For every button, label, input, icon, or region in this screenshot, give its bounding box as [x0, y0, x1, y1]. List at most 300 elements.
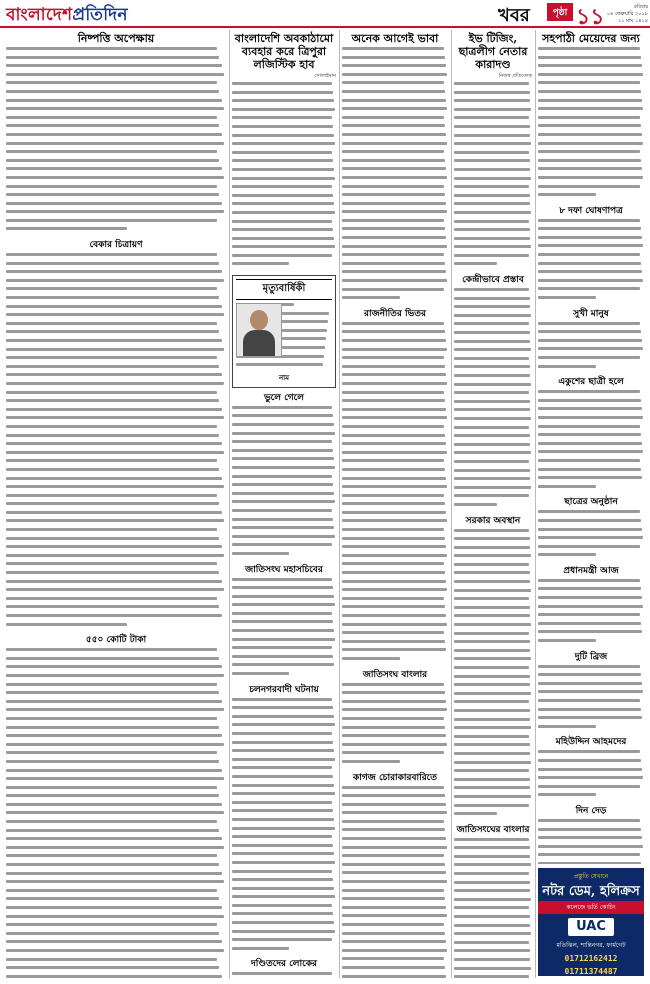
text-line — [6, 313, 226, 320]
article-headline[interactable]: জাতিসংঘ মহাসচিবের — [245, 564, 323, 575]
text-line — [232, 535, 336, 542]
brand-right: প্রতিদিন — [72, 5, 128, 25]
text-line — [6, 399, 226, 406]
text-line — [232, 921, 336, 928]
text-line — [342, 502, 448, 509]
text-line — [232, 638, 336, 645]
text-line — [6, 451, 226, 458]
text-line — [232, 818, 336, 825]
text-line — [454, 632, 532, 639]
text-line — [454, 460, 532, 467]
text-line — [232, 254, 336, 261]
text-line — [538, 613, 644, 620]
article-headline[interactable]: প্রধানমন্ত্রী আজ — [563, 565, 619, 576]
text-line — [538, 699, 644, 706]
article-headline[interactable]: ইভ টিজিং, ছাত্রলীগ নেতার কারাদণ্ড — [458, 32, 528, 71]
text-line — [454, 795, 532, 802]
text-line — [538, 750, 644, 757]
text-line — [6, 356, 226, 363]
text-line — [454, 718, 532, 725]
text-line — [342, 356, 448, 363]
text-line — [6, 545, 226, 552]
text-line — [342, 399, 448, 406]
text-line — [6, 794, 226, 801]
text-line — [6, 648, 226, 655]
article[interactable] — [342, 32, 448, 303]
text-line — [6, 73, 226, 80]
article-headline[interactable]: নিষ্পত্তি অপেক্ষায় — [77, 32, 155, 45]
text-line — [6, 528, 226, 535]
text-line — [342, 717, 448, 724]
text-line — [232, 185, 336, 192]
text-line — [6, 897, 226, 904]
text-line — [232, 620, 336, 627]
text-line — [538, 116, 644, 123]
article[interactable] — [538, 377, 644, 491]
text-line — [232, 449, 336, 456]
text-line — [6, 829, 226, 836]
text-line — [454, 846, 532, 853]
text-line — [454, 675, 532, 682]
text-line — [454, 168, 532, 175]
text-line — [538, 287, 644, 294]
article[interactable] — [232, 565, 336, 679]
column-rule — [451, 30, 452, 978]
text-line — [342, 562, 448, 569]
text-line — [232, 177, 336, 184]
article[interactable] — [232, 685, 336, 954]
obituary-heading: মৃত্যুবার্ষিকী — [236, 279, 332, 300]
text-line — [232, 518, 336, 525]
article[interactable] — [538, 497, 644, 560]
column-1 — [6, 30, 226, 978]
text-line — [538, 73, 644, 80]
article[interactable] — [454, 825, 532, 978]
article[interactable] — [538, 566, 644, 646]
article-headline[interactable]: বেকার চিত্রায়ণ — [89, 240, 143, 251]
article-headline[interactable]: কাগজ চোরাকারবারিতে — [352, 772, 438, 783]
column-rule — [339, 30, 340, 978]
text-line — [6, 811, 226, 818]
text-line — [6, 219, 226, 226]
text-line — [454, 288, 532, 295]
text-line — [232, 947, 336, 954]
text-line — [538, 236, 644, 243]
article[interactable] — [232, 959, 336, 978]
article[interactable] — [342, 773, 448, 979]
text-line — [538, 81, 644, 88]
text-line — [342, 683, 448, 690]
text-line — [342, 322, 448, 329]
text-line — [232, 220, 336, 227]
text-line — [6, 416, 226, 423]
text-line — [6, 193, 226, 200]
text-line — [342, 751, 448, 758]
article-headline[interactable]: রাজনীতির ভিতর — [364, 308, 426, 319]
text-line — [6, 47, 226, 54]
text-line — [342, 477, 448, 484]
text-line — [538, 476, 644, 483]
text-line — [454, 692, 532, 699]
text-line — [6, 571, 226, 578]
text-line — [454, 331, 532, 338]
text-line — [454, 537, 532, 544]
text-line — [342, 794, 448, 801]
text-line — [342, 468, 448, 475]
text-line — [232, 116, 336, 123]
text-line — [342, 391, 448, 398]
article[interactable] — [232, 393, 336, 559]
text-line — [342, 846, 448, 853]
text-line — [232, 134, 336, 141]
article-headline[interactable]: বাংলাদেশি অবকাঠামো ব্যবহার করে ত্রিপুরা লজিস্টিক হাব — [234, 32, 334, 71]
article-headline[interactable]: কেন্দ্রীভাবে প্রস্তাব — [462, 275, 524, 286]
text-line — [232, 775, 336, 782]
article-headline[interactable]: একুশের ছাত্রী হলে — [558, 377, 624, 388]
article[interactable] — [538, 32, 644, 200]
text-line — [6, 348, 226, 355]
text-line — [454, 262, 532, 269]
text-line — [232, 930, 336, 937]
text-line — [6, 279, 226, 286]
text-line — [6, 176, 226, 183]
text-line — [538, 536, 644, 543]
text-line — [454, 924, 532, 931]
text-line — [342, 408, 448, 415]
text-line — [6, 580, 226, 587]
text-line — [6, 64, 226, 71]
article-headline[interactable]: ৮ দফা ঘোষণাপত্র — [559, 205, 623, 216]
ad-phone: 01711374487 — [564, 967, 618, 976]
text-line — [538, 690, 644, 697]
text-line — [232, 492, 336, 499]
text-line — [454, 391, 532, 398]
text-line — [342, 262, 448, 269]
text-line — [232, 844, 336, 851]
text-line — [6, 880, 226, 887]
text-line — [6, 185, 226, 192]
advertisement[interactable] — [538, 868, 644, 976]
text-line — [232, 82, 336, 89]
text-line — [342, 743, 448, 750]
text-line — [342, 528, 448, 535]
text-line — [232, 475, 336, 482]
text-line — [454, 426, 532, 433]
text-line — [6, 562, 226, 569]
text-line — [232, 698, 336, 705]
text-line — [538, 416, 644, 423]
text-line — [342, 330, 448, 337]
text-line — [6, 657, 226, 664]
text-line — [6, 777, 226, 784]
text-line — [232, 509, 336, 516]
article-headline[interactable]: জাতিসংঘ বাংলার — [362, 669, 428, 680]
text-line — [342, 279, 448, 286]
text-line — [6, 554, 226, 561]
text-line — [342, 760, 448, 767]
text-line — [538, 665, 644, 672]
text-line — [342, 545, 448, 552]
article[interactable] — [454, 275, 532, 509]
text-line — [342, 124, 448, 131]
text-line — [538, 759, 644, 766]
text-line — [6, 846, 226, 853]
text-line — [454, 683, 532, 690]
text-line — [454, 297, 532, 304]
text-line — [6, 889, 226, 896]
text-line — [6, 373, 226, 380]
text-line — [454, 580, 532, 587]
text-line — [6, 734, 226, 741]
text-line — [454, 357, 532, 364]
text-line — [342, 803, 448, 810]
text-line — [6, 142, 226, 149]
text-line — [342, 657, 448, 664]
article[interactable] — [454, 32, 532, 269]
dateline-bangla-date: ২১ মাঘ ১৪২৪ — [618, 18, 648, 24]
text-line — [454, 563, 532, 570]
article-headline[interactable]: সরকার অবস্থান — [465, 515, 521, 526]
text-line — [342, 99, 448, 106]
text-line — [342, 940, 448, 947]
text-line — [538, 150, 644, 157]
text-line — [342, 434, 448, 441]
text-line — [454, 958, 532, 965]
text-line — [454, 778, 532, 785]
ad-subtitle: কলেজে ভর্তি কোচিং — [538, 901, 644, 914]
obituary-box — [232, 275, 336, 388]
article-headline[interactable]: অনেক আগেই ভাবা — [351, 32, 439, 45]
text-line — [232, 432, 336, 439]
text-line — [454, 365, 532, 372]
text-line — [232, 202, 336, 209]
ad-phone: 01712162412 — [564, 954, 618, 963]
article-headline[interactable]: দণ্ডিতদের লোকের — [251, 959, 317, 970]
text-line — [342, 176, 448, 183]
text-line — [342, 966, 448, 973]
text-line — [454, 640, 532, 647]
text-line — [342, 185, 448, 192]
text-line — [232, 827, 336, 834]
text-line — [342, 631, 448, 638]
text-line — [342, 554, 448, 561]
text-line — [454, 99, 532, 106]
ad-title: নটর ডেম, হলিক্রস — [542, 884, 640, 899]
dateline — [590, 4, 648, 25]
text-line — [538, 776, 644, 783]
text-line — [538, 622, 644, 629]
text-line — [342, 897, 448, 904]
text-line — [6, 425, 226, 432]
article-headline[interactable]: ৫৫০ কোটি টাকা — [85, 635, 147, 646]
text-line — [232, 414, 336, 421]
text-line — [342, 871, 448, 878]
text-line — [342, 828, 448, 835]
text-line — [342, 245, 448, 252]
text-line — [232, 646, 336, 653]
newspaper-brand[interactable] — [6, 2, 128, 30]
text-line — [342, 296, 448, 303]
text-line — [454, 623, 532, 630]
text-line — [232, 870, 336, 877]
text-line — [538, 244, 644, 251]
text-line — [538, 639, 644, 646]
text-line — [232, 723, 336, 730]
article[interactable] — [342, 670, 448, 767]
ad-logo: UAC — [568, 918, 614, 936]
text-line — [342, 957, 448, 964]
text-line — [6, 202, 226, 209]
text-line — [342, 193, 448, 200]
text-line — [342, 90, 448, 97]
article-headline[interactable]: ছাত্রের অনুষ্ঠান — [564, 497, 618, 508]
text-line — [6, 665, 226, 672]
article[interactable] — [538, 652, 644, 732]
text-line — [232, 835, 336, 842]
text-line — [232, 792, 336, 799]
text-line — [454, 108, 532, 115]
text-line — [538, 56, 644, 63]
text-line — [6, 932, 226, 939]
text-line — [342, 597, 448, 604]
article[interactable] — [454, 516, 532, 819]
text-line — [538, 176, 644, 183]
text-line — [6, 949, 226, 956]
text-line — [454, 408, 532, 415]
text-line — [538, 682, 644, 689]
text-line — [342, 889, 448, 896]
text-line — [6, 923, 226, 930]
text-line — [6, 494, 226, 501]
article[interactable] — [6, 32, 226, 234]
text-line — [454, 254, 532, 261]
article-headline[interactable]: মহিউদ্দিন আহমদের — [555, 737, 627, 748]
article[interactable] — [538, 806, 644, 864]
text-line — [538, 107, 644, 114]
text-line — [538, 793, 644, 800]
text-line — [454, 503, 532, 510]
text-line — [454, 804, 532, 811]
text-line — [454, 82, 532, 89]
text-line — [232, 211, 336, 218]
text-line — [6, 167, 226, 174]
text-line — [454, 906, 532, 913]
article-headline[interactable]: দিন দেড় — [575, 805, 607, 816]
text-line — [342, 107, 448, 114]
article-headline[interactable]: ভুলে গেলে — [263, 392, 305, 403]
text-line — [232, 500, 336, 507]
text-line — [538, 407, 644, 414]
text-line — [454, 571, 532, 578]
article-headline[interactable]: সহপাঠী মেয়েদের জন্য — [542, 32, 640, 45]
text-line — [454, 743, 532, 750]
text-line — [232, 887, 336, 894]
text-line — [232, 758, 336, 765]
text-line — [342, 519, 448, 526]
column-rule — [535, 30, 536, 978]
text-line — [454, 855, 532, 862]
text-line — [342, 81, 448, 88]
text-line — [232, 586, 336, 593]
text-line — [342, 949, 448, 956]
text-line — [454, 949, 532, 956]
text-line — [538, 528, 644, 535]
article[interactable] — [6, 240, 226, 629]
text-line — [232, 159, 336, 166]
text-line — [342, 494, 448, 501]
text-line — [538, 510, 644, 517]
text-line — [232, 237, 336, 244]
text-line — [454, 898, 532, 905]
text-line — [342, 373, 448, 380]
text-line — [232, 732, 336, 739]
article[interactable] — [6, 635, 226, 978]
article-headline[interactable]: জাতিসংঘের বাংলার — [456, 824, 530, 835]
text-line — [232, 151, 336, 158]
text-line — [454, 151, 532, 158]
text-line — [538, 90, 644, 97]
article-headline[interactable]: সুখী মানুষ — [573, 308, 609, 319]
text-line — [6, 408, 226, 415]
text-line — [342, 365, 448, 372]
text-line — [342, 56, 448, 63]
text-line — [232, 672, 336, 679]
text-line — [342, 253, 448, 260]
text-line — [6, 537, 226, 544]
text-line — [454, 305, 532, 312]
masthead — [0, 0, 650, 28]
text-line — [538, 845, 644, 852]
article[interactable] — [538, 737, 644, 800]
text-line — [454, 606, 532, 613]
article[interactable] — [538, 206, 644, 303]
text-line — [538, 167, 644, 174]
text-line — [6, 519, 226, 526]
text-line — [232, 125, 336, 132]
text-line — [454, 451, 532, 458]
article[interactable] — [538, 309, 644, 372]
text-line — [538, 322, 644, 329]
column-5 — [538, 30, 644, 864]
text-line — [454, 202, 532, 209]
text-line — [538, 279, 644, 286]
text-line — [6, 382, 226, 389]
article[interactable] — [342, 309, 448, 664]
text-line — [232, 99, 336, 106]
article-headline[interactable]: চলনগরবাদী ঘটনায় — [249, 684, 319, 695]
text-line — [342, 339, 448, 346]
text-line — [342, 167, 448, 174]
text-line — [6, 872, 226, 879]
text-line — [6, 674, 226, 681]
text-line — [232, 749, 336, 756]
text-line — [6, 683, 226, 690]
text-line — [232, 466, 336, 473]
text-line — [538, 853, 644, 860]
article[interactable] — [232, 32, 336, 269]
article-headline[interactable]: দুটি ব্রিজ — [574, 651, 608, 662]
text-line — [232, 228, 336, 235]
text-line — [232, 938, 336, 945]
text-line — [6, 296, 226, 303]
text-line — [232, 91, 336, 98]
text-line — [6, 786, 226, 793]
text-line — [538, 768, 644, 775]
text-line — [342, 786, 448, 793]
text-line — [6, 906, 226, 913]
text-line — [538, 262, 644, 269]
text-line — [342, 202, 448, 209]
